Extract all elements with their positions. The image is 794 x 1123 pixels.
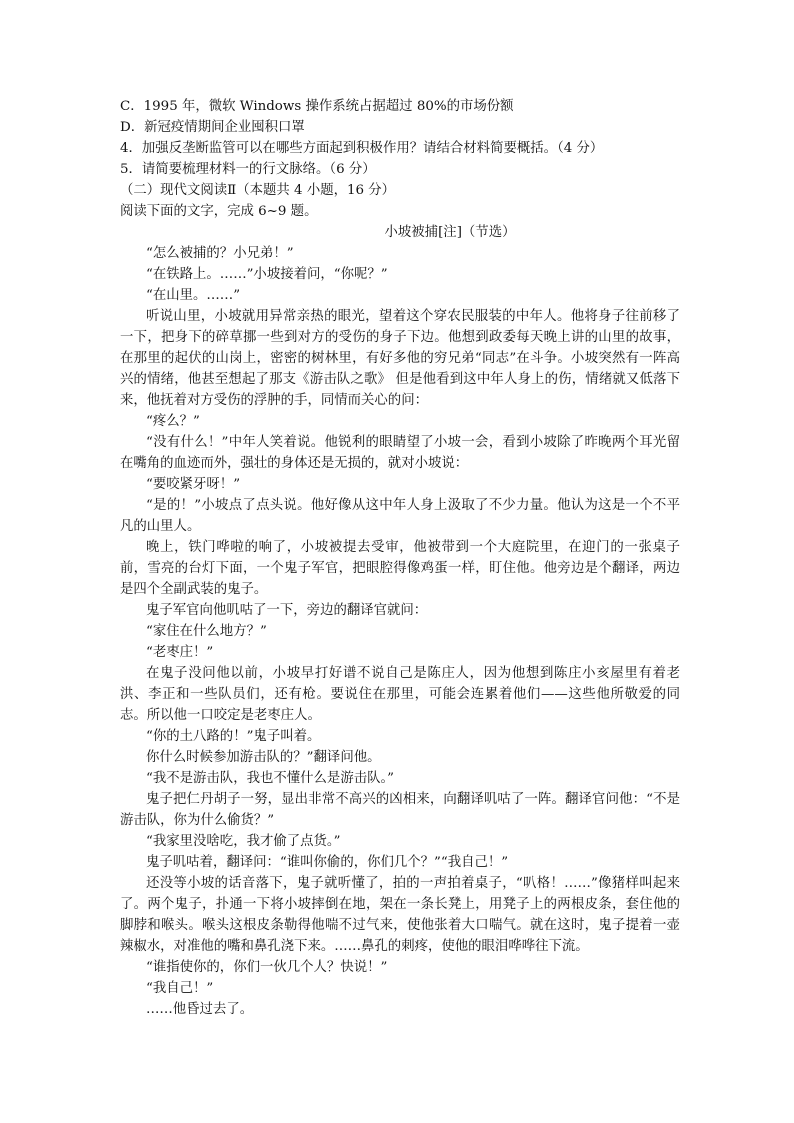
story-paragraph: 晚上，铁门哗啦的响了，小坡被提去受审，他被带到一个大庭院里，在迎门的一张桌子前，雪亮的台灯下面，一个鬼子军官，把眼腔得像鸡蛋一样，盯住他。他旁边是个翻译，两边是四个全副武装的鬼子。: [120, 540, 680, 597]
story-paragraph: 在鬼子没问他以前，小坡早打好谱不说自己是陈庄人，因为他想到陈庄小亥屋里有着老洪、李正和一些队员们，还有枪。要说住在那里，可能会连累着他们——这些他所敬爱的同志。所以他一口咬定是老枣庄人。: [120, 666, 680, 723]
story-paragraph: ……他昏过去了。: [146, 1002, 254, 1017]
story-paragraph: “我不是游击队，我也不懂什么是游击队。”: [146, 771, 395, 786]
story-paragraph: 鬼子把仁丹胡子一努，显出非常不高兴的凶相来，向翻译叽咕了一阵。翻译官问他：“不是游击队，你为什么偷货？”: [120, 792, 680, 828]
story-paragraph: 你什么时候参加游击队的？”翻译问他。: [146, 750, 381, 765]
option-d: D．新冠疫情期间企业囤积口罩: [120, 120, 305, 135]
story-paragraph: 鬼子叽咕着，翻译问：“谁叫你偷的，你们几个？”“我自己！”: [146, 855, 509, 870]
section-heading: （二）现代文阅读Ⅱ（本题共 4 小题，16 分）: [120, 183, 396, 198]
question-5: 5．请简要梳理材料一的行文脉络。（6 分）: [120, 162, 376, 177]
story-paragraph: “是的！”小坡点了点头说。他好像从这中年人身上汲取了不少力量。他认为这是一个不平凡的山里人。: [120, 498, 680, 534]
story-paragraph: “你的土八路的！”鬼子叫着。: [146, 729, 321, 744]
story-paragraph: 还没等小坡的话音落下，鬼子就听懂了，拍的一声拍着桌子，“叭格！……”像猪样叫起来了。两个鬼子，扑通一下将小坡摔倒在地，架在一条长凳上，用凳子上的两根皮条，套住他的脚脖和喉头。喉头这根皮条勒得他喘不过气来，使他张着大口喘气。就在这时，鬼子提着一壶辣椒水，对准他的嘴和鼻孔浇下来。……鼻孔的刺疼，使他的眼泪哗哗往下流。: [120, 876, 680, 954]
story-paragraph: 鬼子军官向他叽咕了一下，旁边的翻译官就问：: [146, 603, 428, 618]
question-4: 4．加强反垄断监管可以在哪些方面起到积极作用？请结合材料简要概括。（4 分）: [120, 141, 604, 156]
story-paragraph: “要咬紧牙呀！”: [146, 477, 241, 492]
story-paragraph: “怎么被捕的？小兄弟！”: [146, 246, 294, 261]
story-paragraph: “谁指使你的，你们一伙几个人？快说！”: [146, 960, 388, 975]
story-paragraph: “老枣庄！”: [146, 645, 214, 660]
section-instruction: 阅读下面的文字，完成 6~9 题。: [120, 204, 318, 219]
story-paragraph: “没有什么！”中年人笑着说。他锐利的眼睛望了小坡一会，看到小坡除了昨晚两个耳光留在嘴角的血迹而外，强壮的身体还是无损的，就对小坡说：: [120, 435, 680, 471]
story-paragraph: “家住在什么地方？”: [146, 624, 267, 639]
option-c: C．1995 年，微软 Windows 操作系统占据超过 80%的市场份额: [120, 99, 514, 114]
story-paragraph: “我家里没啥吃，我才偷了点货。”: [146, 834, 341, 849]
document-body: [120, 96, 680, 1020]
story-paragraph: “我自己！”: [146, 981, 214, 996]
story-title: 小坡被捕[注]（节选）: [384, 225, 516, 240]
story-paragraph: 听说山里，小坡就用异常亲热的眼光，望着这个穿农民服装的中年人。他将身子往前移了一下，把身下的碎草挪一些到对方的受伤的身子下边。他想到政委每天晚上讲的山里的故事，在那里的起伏的山岗上，密密的树林里，有好多他的穷兄弟“同志”在斗争。小坡突然有一阵高兴的情绪，他甚至想起了那支《游击队之歌》 但是他看到这中年人身上的伤，情绪就又低落下来，他抚着对方受伤的浮肿的手，同情而关心的问：: [120, 309, 680, 408]
story-paragraph: “疼么？”: [146, 414, 200, 429]
story-paragraph: “在山里。……”: [146, 288, 241, 303]
story-paragraph: “在铁路上。……”小坡接着问，“你呢？”: [146, 267, 388, 282]
